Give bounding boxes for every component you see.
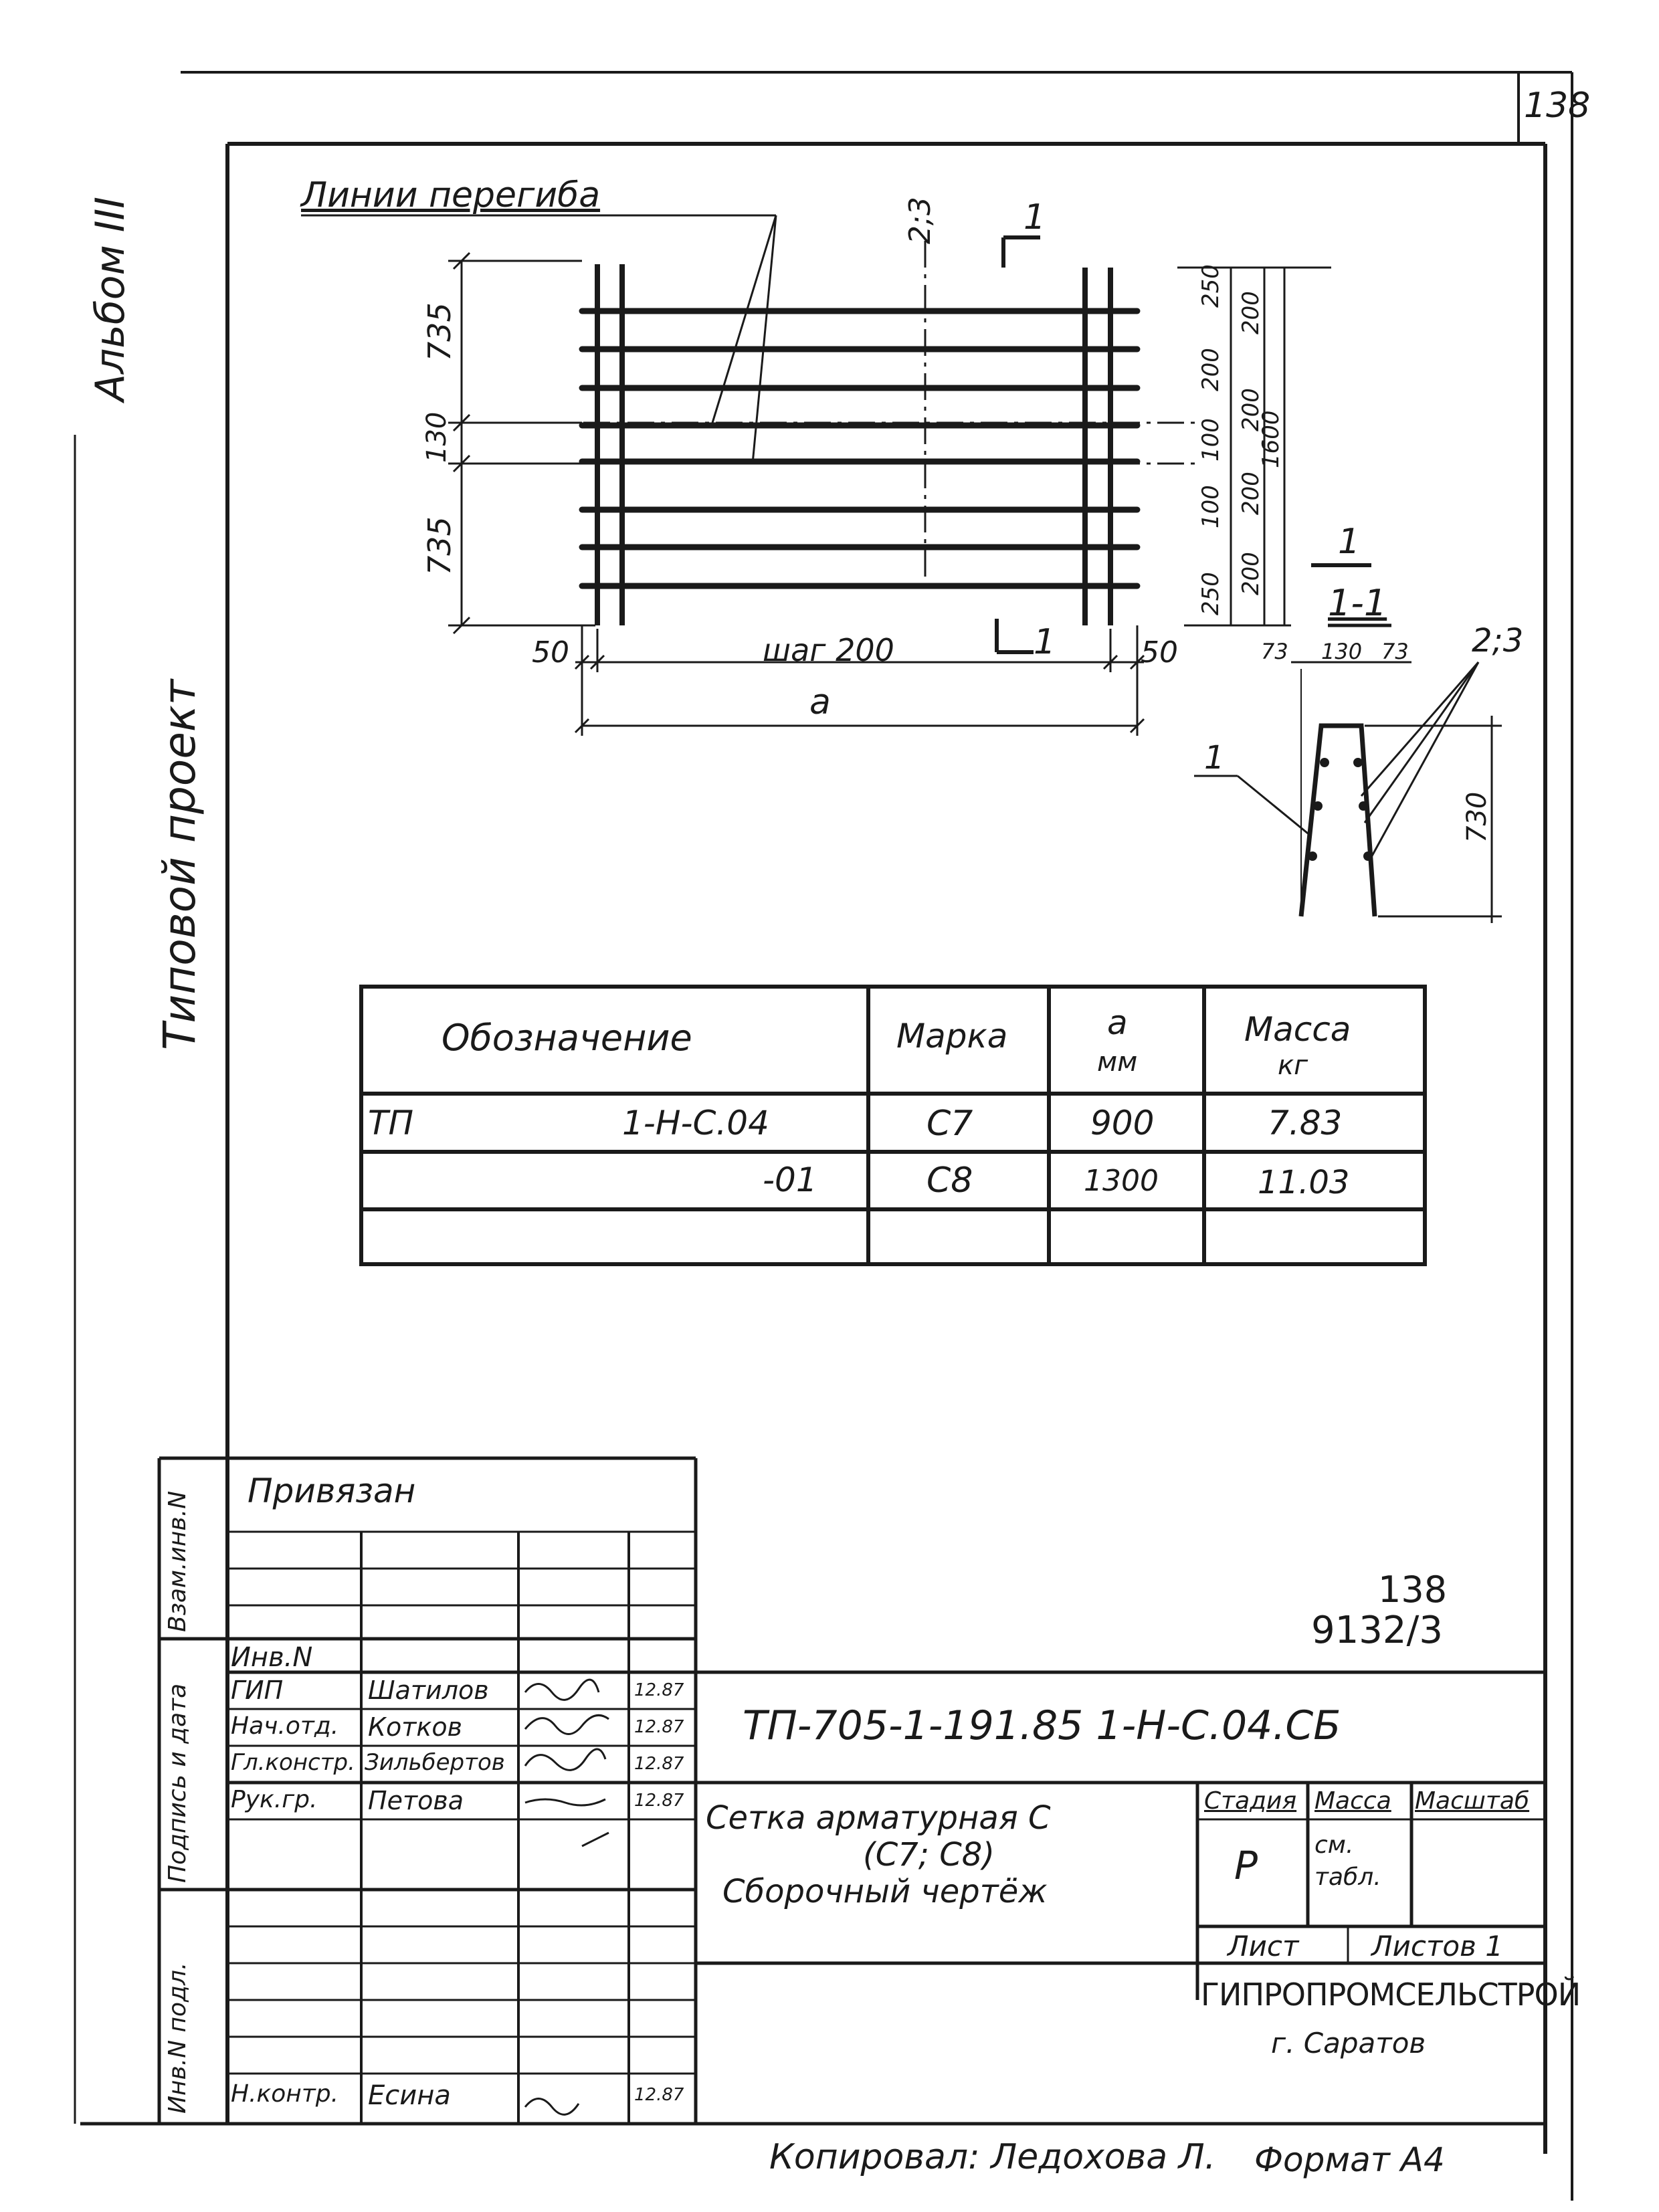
role-chief: Гл.констр. [231,1749,355,1776]
role-gip: ГИП [231,1676,284,1705]
bend-lines-label: Линии перегиба [301,175,601,215]
vertical-bars [597,264,1110,625]
row2-designation: -01 [763,1161,817,1199]
stage-label: Стадия [1204,1787,1297,1815]
stage-value: Р [1234,1843,1258,1888]
row1-mark: С7 [926,1104,973,1144]
title-line-2: (С7; С8) [863,1836,995,1874]
row1-designation: 1-Н-С.04 [622,1104,769,1142]
dim-right-total: 1600 [1258,410,1284,468]
section-dim-mid: 130 [1321,639,1363,664]
section-mark-top: 1 [1023,197,1046,237]
dim-right-1: 250 [1197,264,1224,308]
dim-bottom-left: 50 [532,635,569,670]
section-view [1194,625,1502,923]
section-mark-right: 1 [1338,522,1361,562]
row1-a: 900 [1090,1104,1155,1142]
side-col-replace: Взам.инв.N [164,1490,191,1632]
mass-value: см. табл. [1314,1831,1381,1891]
dim-right-8: 200 [1238,472,1264,515]
step-label: шаг 200 [763,632,894,668]
dim-bottom-right: 50 [1141,635,1178,670]
row2-mass: 11.03 [1258,1164,1350,1201]
left-dimensions [448,253,595,633]
header-a-unit: мм [1097,1047,1138,1078]
ref-top: 138 [1378,1569,1448,1611]
date-gip: 12.87 [634,1680,684,1700]
date-head: 12.87 [634,1717,684,1737]
city: г. Саратов [1271,2027,1426,2059]
section-title: 1-1 [1328,582,1387,624]
album-label: Альбом III [87,197,134,401]
dim-right-3: 100 [1197,418,1224,462]
pos-23-top: 2;3 [903,197,937,244]
section-height: 730 [1462,791,1492,843]
attached-label: Привязан [248,1472,416,1510]
bend-lines [495,423,1197,464]
copied-by: Копировал: Ледохова Л. [769,2137,1216,2177]
dim-left-bottom: 735 [421,516,458,575]
document-code: ТП-705-1-191.85 1-Н-С.04.СБ [743,1702,1341,1749]
dim-right-4: 100 [1197,485,1224,528]
header-mark: Марка [896,1017,1008,1055]
date-norm: 12.87 [634,2085,684,2105]
header-designation: Обозначение [442,1017,692,1059]
width-label: a [809,682,831,722]
role-group: Рук.гр. [231,1786,318,1813]
organization: ГИПРОПРОМСЕЛЬСТРОЙ [1201,1977,1581,2013]
row2-mark: С8 [926,1161,973,1201]
row1-prefix: ТП [368,1104,414,1142]
header-mass: Масса [1244,1010,1351,1049]
section-dim-right: 73 [1381,639,1409,664]
paper-format: Формат А4 [1254,2140,1445,2179]
ref-bottom: 9132/3 [1311,1609,1444,1652]
name-head: Котков [368,1712,462,1742]
dim-right-9: 200 [1238,552,1264,595]
inv-no-label: Инв.N [231,1642,313,1673]
sheet-number: 138 [1524,86,1591,126]
dim-left-mid: 130 [421,411,452,463]
dim-right-5: 250 [1197,572,1224,615]
sheet-label: Лист [1228,1930,1299,1963]
mesh-drawing [301,215,1502,923]
sheets-label: Листов 1 [1371,1930,1503,1963]
dim-left-top: 735 [421,302,458,361]
row2-a: 1300 [1084,1164,1159,1198]
role-norm: Н.контр. [231,2080,339,2108]
mass-label: Масса [1314,1787,1391,1815]
project-label: Типовой проект [154,679,205,1050]
side-col-sign-date: Подпись и дата [164,1683,191,1883]
header-a: a [1107,1003,1128,1042]
date-chief: 12.87 [634,1754,684,1774]
dim-right-2: 200 [1197,348,1224,391]
scale-label: Масштаб [1415,1787,1530,1815]
title-line-1: Сетка арматурная С [706,1799,1051,1837]
section-cut-marks [997,237,1371,652]
section-pos-1: 1 [1204,739,1225,777]
row1-mass: 7.83 [1268,1104,1343,1142]
section-dim-left: 73 [1261,639,1288,664]
role-head: Нач.отд. [231,1712,339,1740]
date-group: 12.87 [634,1791,684,1811]
header-mass-unit: кг [1278,1050,1308,1081]
name-chief: Зильбертов [365,1749,505,1776]
horizontal-bars [582,311,1137,586]
side-col-original: Инв.N подл. [164,1962,191,2114]
title-line-3: Сборочный чертёж [722,1873,1048,1910]
section-pos-23: 2;3 [1472,622,1524,660]
name-group: Петова [368,1786,464,1815]
section-mark-bottom: 1 [1034,622,1056,662]
name-gip: Шатилов [368,1676,489,1705]
name-norm: Есина [368,2080,451,2111]
dim-right-6: 200 [1238,291,1264,334]
dim-right-7: 200 [1238,388,1264,431]
